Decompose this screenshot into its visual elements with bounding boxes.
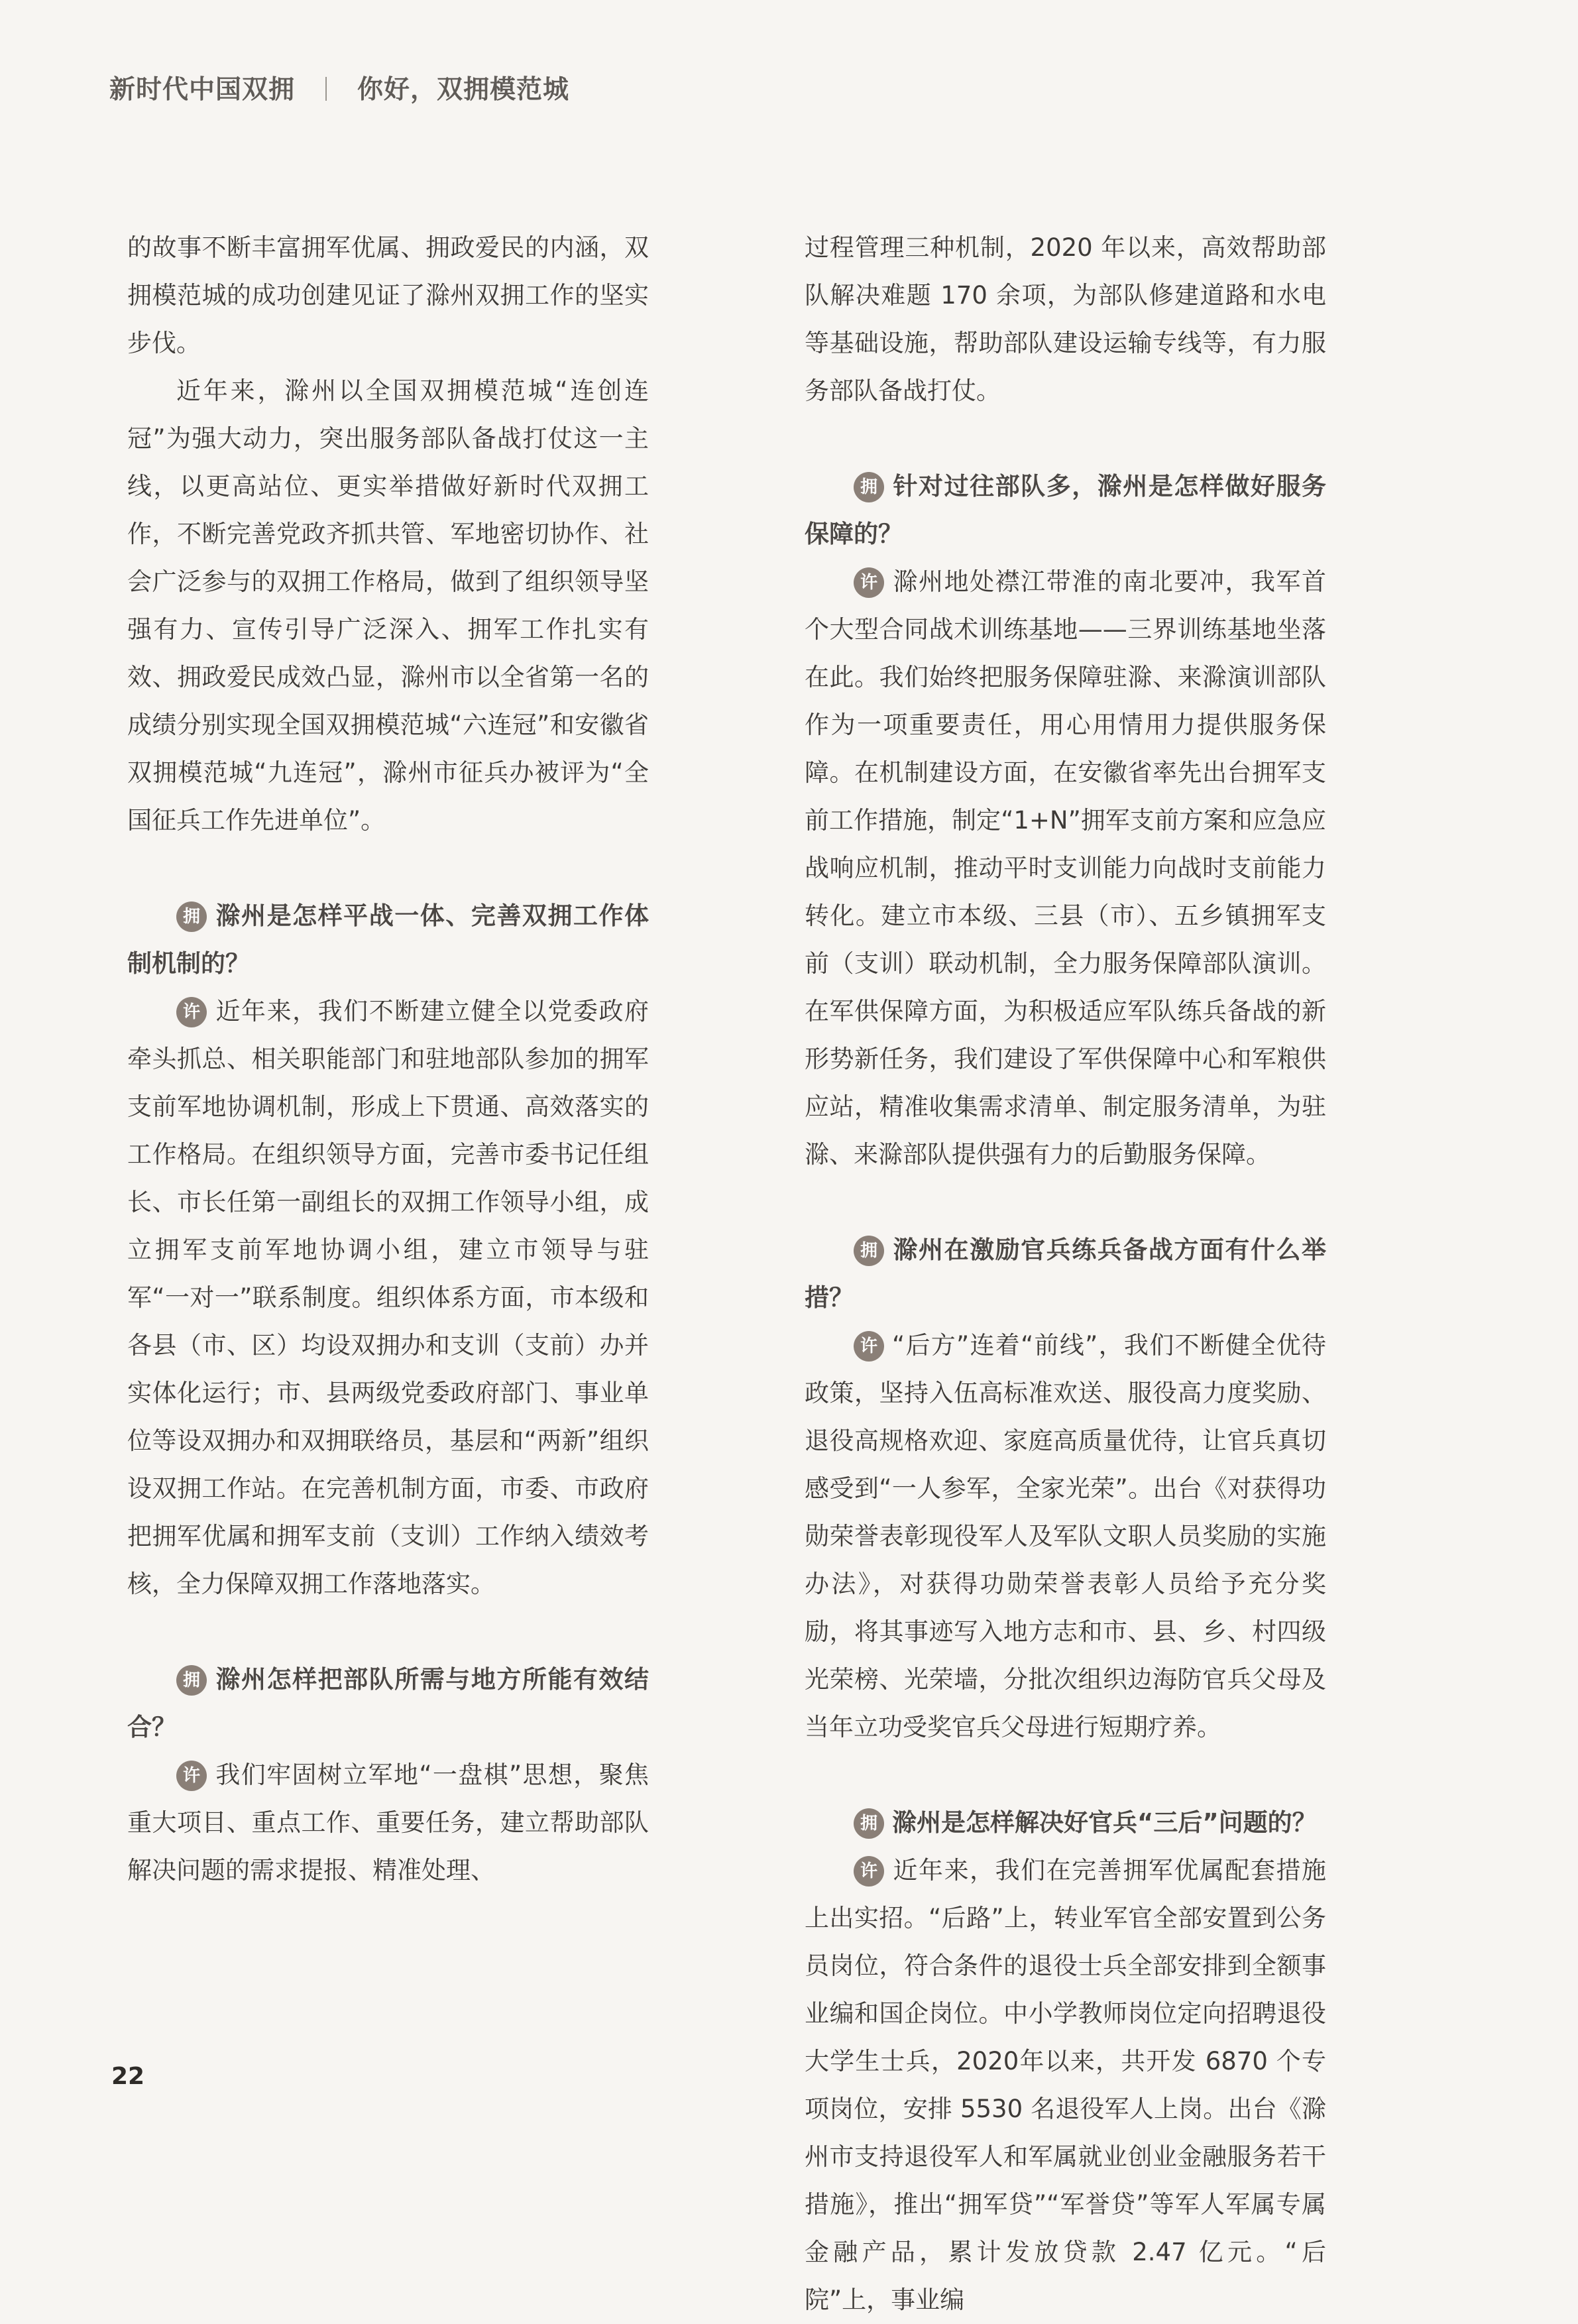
answer-text: 近年来，我们不断建立健全以党委政府牵头抓总、相关职能部门和驻地部队参加的拥军支前军地协调机制，形成上下贯通、高效落实的工作格局。在组织领导方面，完善市委书记任组长、市长任第一副组长的双拥工作领导小组，成立拥军支前军地协调小组，建立市领导与驻军“一对一”联系制度。组织体系方面，市本级和各县（市、区）均设双拥办和支训（支前）办并实体化运行；市、县两级党委政府部门、事业单位等设双拥办和双拥联络员，基层和“两新”组织设双拥工作站。在完善机制方面，市委、市政府把拥军优属和拥军支前（支训）工作纳入绩效考核，全力保障双拥工作落地落实。 [127,997,649,1598]
question-heading [805,1226,1326,1322]
answer-badge-icon: 许 [854,567,884,598]
answer-text: 我们牢固树立军地“一盘棋”思想，聚焦重大项目、重点工作、重要任务，建立帮助部队解决问题的需求提报、精准处理、 [127,1761,649,1885]
question-heading [805,1799,1326,1847]
answer-paragraph [127,1751,649,1894]
question-text: 滁州在激励官兵练兵备战方面有什么举措？ [805,1236,1326,1312]
page-number: 22 [111,2063,145,2090]
question-heading [127,892,649,988]
answer-badge-icon: 许 [854,1331,884,1362]
section-gap [805,1751,1326,1799]
question-badge-icon: 拥 [854,472,884,502]
header-title: 你好，双拥模范城 [357,75,570,105]
question-heading [127,1656,649,1751]
header-series: 新时代中国双拥 [109,75,296,105]
question-text: 针对过往部队多，滁州是怎样做好服务保障的？ [805,472,1326,548]
answer-text: 滁州地处襟江带淮的南北要冲，我军首个大型合同战术训练基地——三界训练基地坐落在此。我们始终把服务保障驻滁、来滁演训部队作为一项重要责任，用心用情用力提供服务保障。在机制建设方面，在安徽省率先出台拥军支前工作措施，制定“1+N”拥军支前方案和应急应战响应机制，推动平时支训能力向战时支前能力转化。建立市本级、三县（市）、五乡镇拥军支前（支训）联动机制，全力服务保障部队演训。在军供保障方面，为积极适应军队练兵备战的新形势新任务，我们建设了军供保障中心和军粮供应站，精准收集需求清单、制定服务清单，为驻滁、来滁部队提供强有力的后勤服务保障。 [805,567,1326,1169]
section-gap [805,415,1326,463]
answer-text: “后方”连着“前线”，我们不断健全优待政策，坚持入伍高标准欢送、服役高力度奖励、退役高规格欢迎、家庭高质量优待，让官兵真切感受到“一人参军，全家光荣”。出台《对获得功勋荣誉表彰现役军人及军队文职人员奖励的实施办法》，对获得功勋荣誉表彰人员给予充分奖励，将其事迹写入地方志和市、县、乡、村四级光荣榜、光荣墙，分批次组织边海防官兵父母及当年立功受奖官兵父母进行短期疗养。 [805,1331,1326,1741]
answer-text: 近年来，我们在完善拥军优属配套措施上出实招。“后路”上，转业军官全部安置到公务员岗位，符合条件的退役士兵全部安排到全额事业编和国企岗位。中小学教师岗位定向招聘退役大学生士兵，2020年以来，共开发 6870 个专项岗位，安排 5530 名退役军人上岗。出台《滁州市支持退役军人和军属就业创业金融服务若干措施》，推出“拥军贷”“军誉贷”等军人军属专属金融产品，累计发放贷款 2.47 亿元。“后院”上，事业编 [805,1856,1326,2314]
question-badge-icon: 拥 [854,1236,884,1266]
right-column [805,224,1326,2324]
answer-badge-icon: 许 [176,997,207,1027]
question-badge-icon: 拥 [176,1665,207,1696]
question-text: 滁州怎样把部队所需与地方所能有效结合？ [127,1665,649,1741]
answer-paragraph [805,1322,1326,1751]
question-text: 滁州是怎样解决好官兵“三后”问题的？ [892,1808,1317,1837]
answer-badge-icon: 许 [854,1856,884,1887]
question-heading [805,463,1326,558]
question-badge-icon: 拥 [854,1808,884,1839]
question-text: 滁州是怎样平战一体、完善双拥工作体制机制的？ [127,901,649,978]
section-gap [805,1179,1326,1226]
answer-paragraph [805,558,1326,1179]
paragraph: 过程管理三种机制，2020 年以来，高效帮助部队解决难题 170 余项，为部队修建道路和水电等基础设施，帮助部队建设运输专线等，有力服务部队备战打仗。 [805,233,1326,405]
answer-badge-icon: 许 [176,1761,207,1791]
running-header [109,69,569,106]
answer-paragraph [127,988,649,1608]
paragraph: 近年来，滁州以全国双拥模范城“连创连冠”为强大动力，突出服务部队备战打仗这一主线，以更高站位、更实举措做好新时代双拥工作，不断完善党政齐抓共管、军地密切协作、社会广泛参与的双拥工作格局，做到了组织领导坚强有力、宣传引导广泛深入、拥军工作扎实有效、拥政爱民成效凸显，滁州市以全省第一名的成绩分别实现全国双拥模范城“六连冠”和安徽省双拥模范城“九连冠”，滁州市征兵办被评为“全国征兵工作先进单位”。 [127,377,649,835]
section-gap [127,844,649,892]
section-gap [127,1608,649,1656]
paragraph: 的故事不断丰富拥军优属、拥政爱民的内涵，双拥模范城的成功创建见证了滁州双拥工作的坚实步伐。 [127,233,649,357]
left-column [127,224,649,1894]
answer-paragraph [805,1847,1326,2324]
question-badge-icon: 拥 [176,901,207,932]
header-divider [325,77,327,101]
